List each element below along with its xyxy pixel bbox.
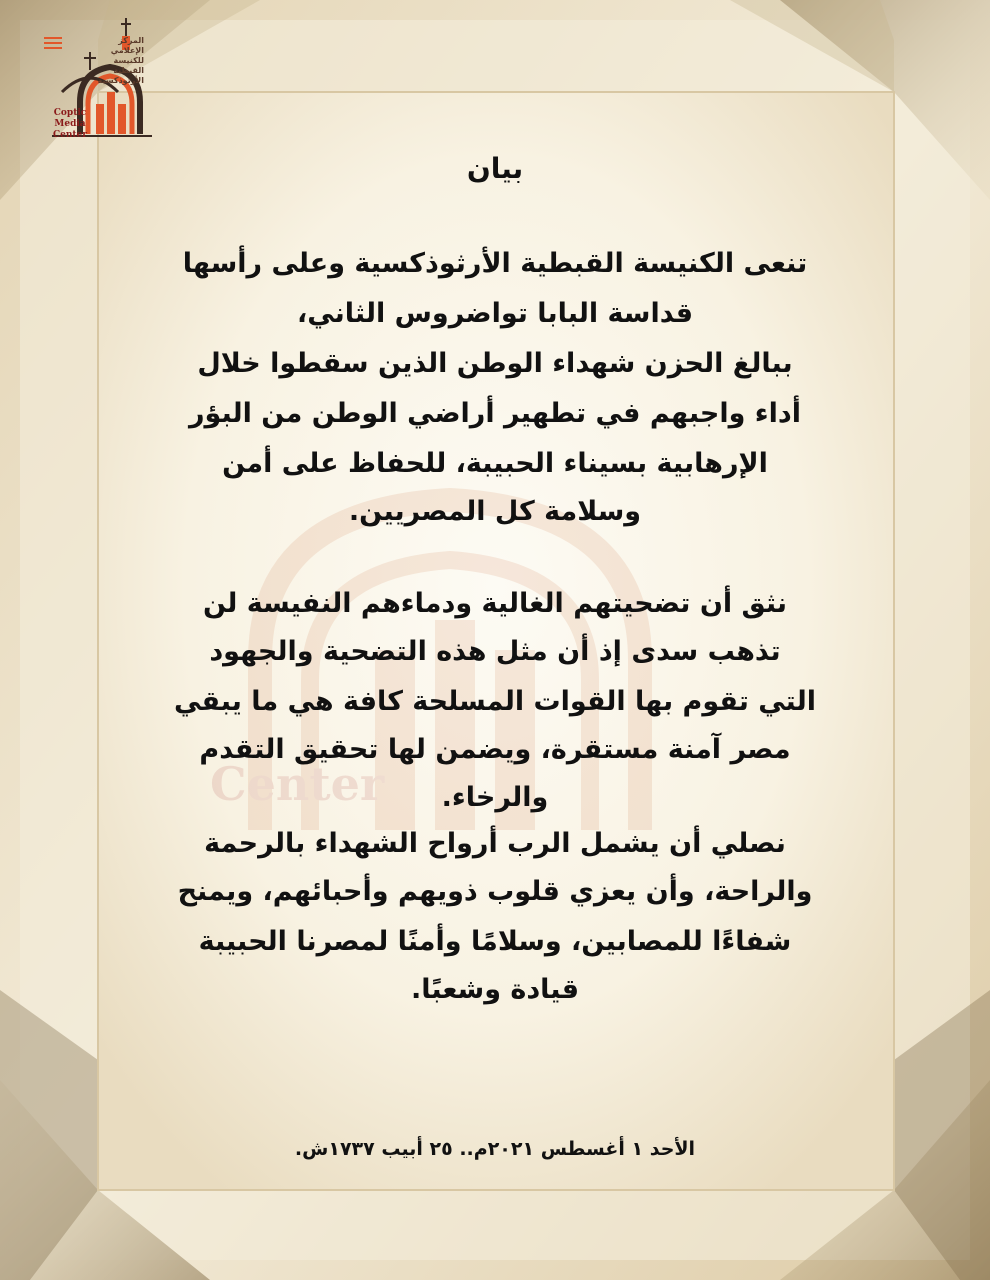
paragraph1-line: أداء واجبهم في تطهير أراضي الوطن من البؤر <box>189 398 801 429</box>
paragraph3-line: قيادة وشعبًا. <box>410 974 580 1005</box>
statement-title: بيان <box>466 152 524 185</box>
logo-english-line: Center <box>52 130 88 140</box>
logo-arabic-name: المركز الإعلامي للكنيسة القبطية الأرثوذكسية <box>97 36 144 85</box>
logo-english-name <box>52 108 88 141</box>
watermark-text: Center <box>210 757 385 811</box>
paragraph2-line: التي تقوم بها القوات المسلحة كافة هي ما يبقي <box>174 686 816 717</box>
paragraph3-line: والراحة، وأن يعزي قلوب ذويهم وأحبائهم، ويمنح <box>177 876 813 907</box>
paragraph1-line: تنعى الكنيسة القبطية الأرثوذكسية وعلى رأسها <box>182 248 808 279</box>
paragraph1-line: الإرهابية بسيناء الحبيبة، للحفاظ على أمن <box>222 448 768 479</box>
paragraph2-line: تذهب سدى إذ أن مثل هذه التضحية والجهود <box>209 636 781 667</box>
paragraph2-line: نثق أن تضحيتهم الغالية ودماءهم النفيسة لن <box>202 588 788 619</box>
paragraph2-line: مصر آمنة مستقرة، ويضمن لها تحقيق التقدم <box>199 734 791 765</box>
paragraph3-line: نصلي أن يشمل الرب أرواح الشهداء بالرحمة <box>204 828 786 859</box>
paragraph1-line: قداسة البابا تواضروس الثاني، <box>297 298 693 329</box>
logo-english-line: Coptic <box>53 108 87 118</box>
paragraph1-line: وسلامة كل المصريين. <box>348 496 642 527</box>
paragraph3-line: شفاءًا للمصابين، وسلامًا وأمنًا لمصرنا الحبيبة <box>198 926 792 957</box>
paragraph1-line: ببالغ الحزن شهداء الوطن الذين سقطوا خلال <box>197 348 793 379</box>
statement-date: الأحد ١ أغسطس ٢٠٢١م.. ٢٥ أبيب ١٧٣٧ش. <box>294 1138 696 1160</box>
paragraph2-line: والرخاء. <box>441 782 549 813</box>
logo-english-line: Media <box>54 119 86 129</box>
coptic-media-center-logo <box>22 12 162 142</box>
